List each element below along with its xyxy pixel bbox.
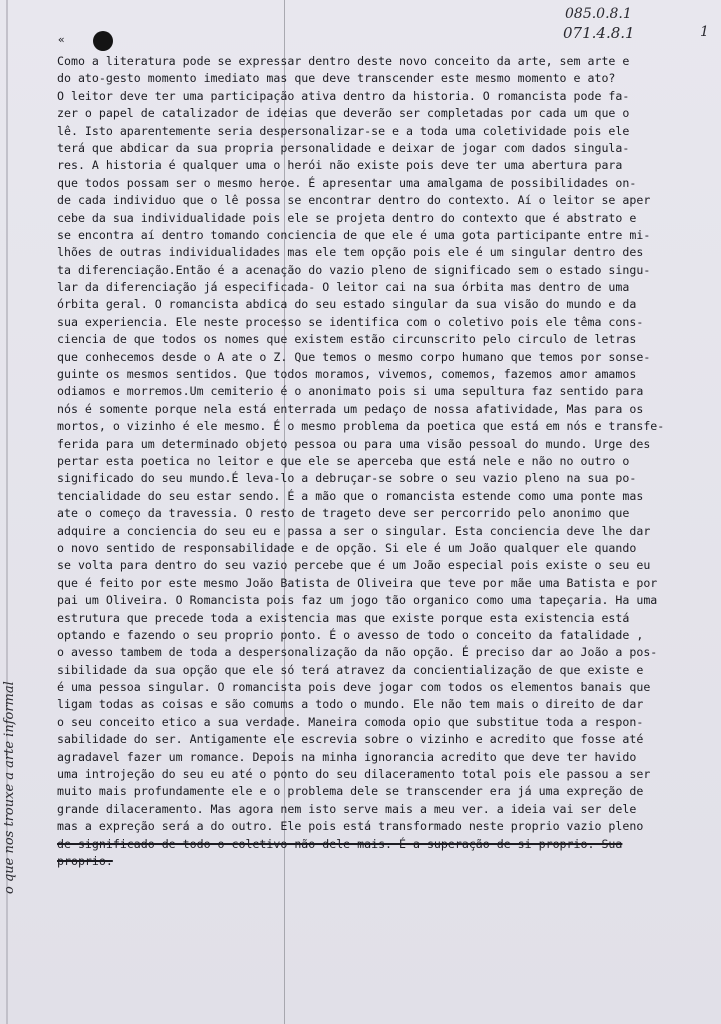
text-line: ta diferenciação.Então é a acenação do vazio pleno de significado sem o estado singu- <box>57 262 651 277</box>
text-line: cebe da sua individualidade pois ele se projeta dentro do contexto que é abstrato e <box>57 210 637 225</box>
text-line: lhões de outras individualidades mas ele tem opção pois ele é um singular dentro des <box>57 245 644 260</box>
text-line: significado do seu mundo.É leva-lo a debruçar-se sobre o seu vazio pleno na sua po- <box>57 471 637 486</box>
text-line: uma introjeção do seu eu até o ponto do seu dilaceramento total pois ele passou a ser <box>57 767 651 782</box>
text-line: o novo sentido de responsabilidade e de opção. Si ele é um João qualquer ele quando <box>57 540 637 555</box>
text-line: o seu conceito etico a sua verdade. Maneira comoda opio que substitue toda a respon- <box>57 714 644 729</box>
punch-hole <box>93 31 113 51</box>
text-line: se volta para dentro do seu vazio percebe que é um João especial pois existe o seu eu <box>57 558 651 573</box>
archive-reference-top: 085.0.8.1 <box>565 6 632 22</box>
text-line: ligam todas as coisas e são comums a todo o mundo. Ele não tem mais o direito de dar <box>57 697 644 712</box>
text-line: que todos possam ser o mesmo heroe. É apresentar uma amalgama de possibilidades on- <box>57 175 637 190</box>
text-line: ciencia de que todos os nomes que existem estão circunscrito pelo circulo de letras <box>57 332 637 347</box>
archive-reference-bottom: 071.4.8.1 <box>563 24 635 42</box>
handwritten-margin-note: o que nos trouxe a arte informal <box>2 681 17 894</box>
text-line: optando e fazendo o seu proprio ponto. É o avesso de todo o conceito da fatalidade , <box>57 627 644 642</box>
text-line: pertar esta poetica no leitor e que ele se aperceba que está nele e não no outro o <box>57 453 630 468</box>
text-line: lar da diferenciação já especificada- O leitor cai na sua órbita mas dentro de uma <box>57 280 630 295</box>
text-line: é uma pessoa singular. O romancista pois deve jogar com todos os elementos banais que <box>57 680 651 695</box>
typed-body-text <box>57 53 707 870</box>
text-line: nós é somente porque nela está enterrada um pedaço de nossa afatividade, Mas para os <box>57 401 644 416</box>
text-line: estrutura que precede toda a existencia mas que existe porque esta existencia está <box>57 610 630 625</box>
text-line: sua experiencia. Ele neste processo se identifica com o coletivo pois ele têma cons- <box>57 314 644 329</box>
text-line: lê. Isto aparentemente seria despersonalizar-se e a toda uma coletividade pois ele <box>57 123 630 138</box>
text-line: o avesso tambem de toda a despersonalização da não opção. É preciso dar ao João a pos- <box>57 645 658 660</box>
text-line: agradavel fazer um romance. Depois na minha ignorancia acredito que deve ter havido <box>57 749 637 764</box>
text-line: ferida para um determinado objeto pessoa ou para uma visão pessoal do mundo. Urge des <box>57 436 651 451</box>
text-line: terá que abdicar da sua propria personalidade e deixar de jogar com dados singula- <box>57 140 630 155</box>
tick-mark: « <box>58 33 65 46</box>
text-line: que conhecemos desde o A ate o Z. Que temos o mesmo corpo humano que temos por sonse- <box>57 349 651 364</box>
text-line: sibilidade da sua opção que ele só terá atravez da concientialização de que existe e <box>57 662 644 677</box>
text-line: res. A historia é qualquer uma o herói não existe pois deve ter uma abertura para <box>57 158 623 173</box>
text-line: muito mais profundamente ele e o problema dele se transcender era já uma expreção de <box>57 784 644 799</box>
text-line: do ato-gesto momento imediato mas que deve transcender este mesmo momento e ato? <box>57 71 616 86</box>
text-line: tencialidade do seu estar sendo. É a mão que o romancista estende como uma ponte mas <box>57 488 644 503</box>
text-line: zer o papel de catalizador de ideias que deverão ser completadas por cada um que o <box>57 106 630 121</box>
text-line: pai um Oliveira. O Romancista pois faz um jogo tão organico como uma tapeçaria. Ha uma <box>57 593 658 608</box>
text-line: ate o começo da travessia. O resto de trageto deve ser percorrido pelo anonimo que <box>57 506 630 521</box>
text-line: órbita geral. O romancista abdica do seu estado singular da sua visão do mundo e da <box>57 297 637 312</box>
text-line: grande dilaceramento. Mas agora nem isto serve mais a meu ver. a ideia vai ser dele <box>57 801 637 816</box>
text-line: mas a expreção será a do outro. Ele pois está transformado neste proprio vazio pleno <box>57 819 644 834</box>
text-line: mortos, o vizinho é ele mesmo. É o mesmo problema da poetica que está em nós e transfe- <box>57 419 665 434</box>
text-line: que é feito por este mesmo João Batista de Oliveira que teve por mãe uma Batista e por <box>57 575 658 590</box>
page-number: 1 <box>700 24 709 40</box>
text-line: O leitor deve ter uma participação ativa dentro da historia. O romancista pode fa- <box>57 88 630 103</box>
text-line: de cada individuo que o lê possa se encontrar dentro do contexto. Aí o leitor se aper <box>57 193 651 208</box>
text-line: guinte os mesmos sentidos. Que todos moramos, vivemos, comemos, fazemos amor amamos <box>57 367 637 382</box>
text-line: de significado de todo o coletivo não dele mais. É a superação de si proprio. Sua <box>57 836 623 851</box>
text-line: odiamos e morremos.Um cemiterio é o anonimato pois si uma sepultura faz sentido para <box>57 384 644 399</box>
text-line: Como a literatura pode se expressar dentro deste novo conceito da arte, sem arte e <box>57 54 630 68</box>
text-line: proprio. <box>57 853 113 868</box>
text-line: se encontra aí dentro tomando conciencia de que ele é uma gota participante entre mi- <box>57 227 651 242</box>
text-line: sabilidade do ser. Antigamente ele escrevia sobre o vizinho e acredito que fosse até <box>57 732 644 747</box>
text-line: adquire a conciencia do seu eu e passa a ser o singular. Esta conciencia deve lhe dar <box>57 523 651 538</box>
